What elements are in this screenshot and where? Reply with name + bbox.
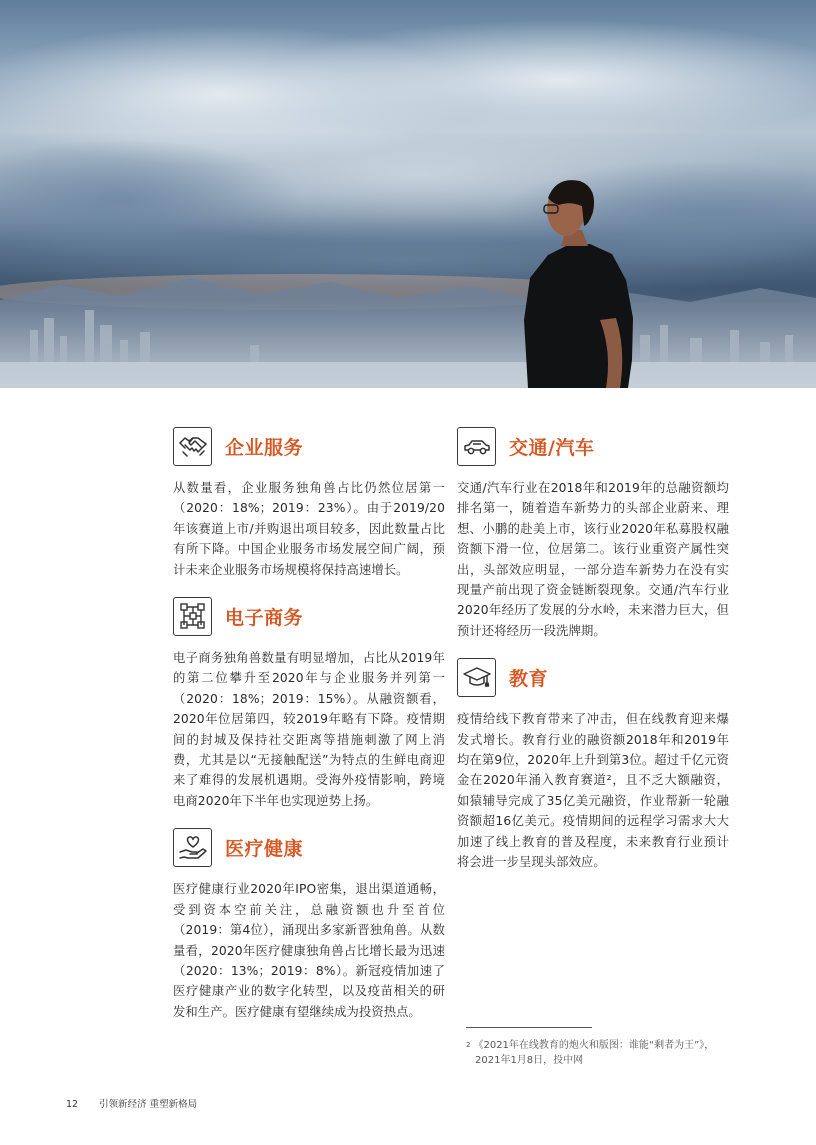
section-heading xyxy=(173,424,445,468)
section-heading xyxy=(173,825,445,869)
handshake-icon xyxy=(173,427,212,466)
publication-title: 引领新经济 重塑新格局 xyxy=(99,1099,198,1110)
footnote-line-1 xyxy=(466,1038,766,1053)
footnote-text-1: 《2021年在线教育的炮火和版图：谁能“剩者为王”》， xyxy=(473,1040,715,1051)
section-title: 交通/汽车 xyxy=(509,436,595,459)
car-icon xyxy=(457,427,496,466)
hand-heart-icon xyxy=(173,828,212,867)
left-column xyxy=(173,424,445,1036)
section-body: 从数量看，企业服务独角兽占比仍然位居第一（2020：18%；2019：23%）。由于2019/20年该赛道上市/并购退出项目较多，因此数量占比有所下降。中国企业服务市场发展空间广阔，预计未来企业服务市场规模将保持高速增长。 xyxy=(173,481,445,577)
section-title: 教育 xyxy=(509,667,549,690)
section-enterprise-services xyxy=(173,424,445,580)
section-body: 电子商务独角兽数量有明显增加，占比从2019年的第二位攀升至2020年与企业服务并列第一（2020：18%；2019：15%）。从融资额看，2020年位居第四，较2019年略有下降。疫情期间的封城及保持社交距离等措施刺激了网上消费，尤其是以“无接触配送”为特点的生鲜电商迎来了难得的发展机遇期。受海外疫情影响，跨境电商2020年下半年也实现逆势上扬。 xyxy=(173,651,445,808)
network-diagram-icon xyxy=(173,597,212,636)
footnote xyxy=(466,1038,766,1068)
section-body: 疫情给线下教育带来了冲击，但在线教育迎来爆发式增长。教育行业的融资额2018年和2019年均在第9位，2020年上升到第3位。超过千亿元资金在2020年涌入教育赛道²，且不乏大额融资，如猿辅导完成了35亿美元融资，作业帮新一轮融资额超16亿美元。疫情期间的远程学习需求大大加速了线上教育的普及程度，未来教育行业预计将会进一步呈现头部效应。 xyxy=(457,712,729,870)
footnote-mark: 2 xyxy=(466,1041,471,1049)
section-education xyxy=(457,655,729,872)
section-transport-auto xyxy=(457,424,729,641)
right-column xyxy=(457,424,729,887)
section-title: 电子商务 xyxy=(225,606,304,629)
section-healthcare xyxy=(173,825,445,1022)
graduation-cap-icon xyxy=(457,658,496,697)
section-body: 医疗健康行业2020年IPO密集，退出渠道通畅，受到资本空前关注，总融资额也升至首位（2019：第4位），涌现出多家新晋独角兽。从数量看，2020年医疗健康独角兽占比增长最为迅速（2020：13%；2019：8%）。新冠疫情加速了医疗健康产业的数字化转型，以及疫苗相关的研发和生产。医疗健康有望继续成为投资热点。 xyxy=(173,882,445,1019)
section-heading xyxy=(457,655,729,699)
section-heading xyxy=(173,594,445,638)
hero-photo xyxy=(0,0,816,388)
section-body: 交通/汽车行业在2018年和2019年的总融资额均排名第一，随着造车新势力的头部企业蔚来、理想、小鹏的赴美上市，该行业2020年私募股权融资额下滑一位，位居第二。该行业重资产属性突出，头部效应明显，一部分造车新势力在没有实现量产前出现了资金链断裂现象。交通/汽车行业2020年经历了发展的分水岭，未来潜力巨大，但预计还将经历一段洗牌期。 xyxy=(457,481,729,638)
footnote-divider xyxy=(466,1027,592,1028)
page-number: 12 xyxy=(66,1099,79,1110)
hero-photo-scene xyxy=(0,0,816,388)
footnote-line-2: 2021年1月8日，投中网 xyxy=(475,1055,584,1066)
section-ecommerce xyxy=(173,594,445,811)
section-title: 企业服务 xyxy=(225,436,304,459)
section-title: 医疗健康 xyxy=(225,837,304,860)
section-heading xyxy=(457,424,729,468)
page-footer xyxy=(66,1096,197,1110)
